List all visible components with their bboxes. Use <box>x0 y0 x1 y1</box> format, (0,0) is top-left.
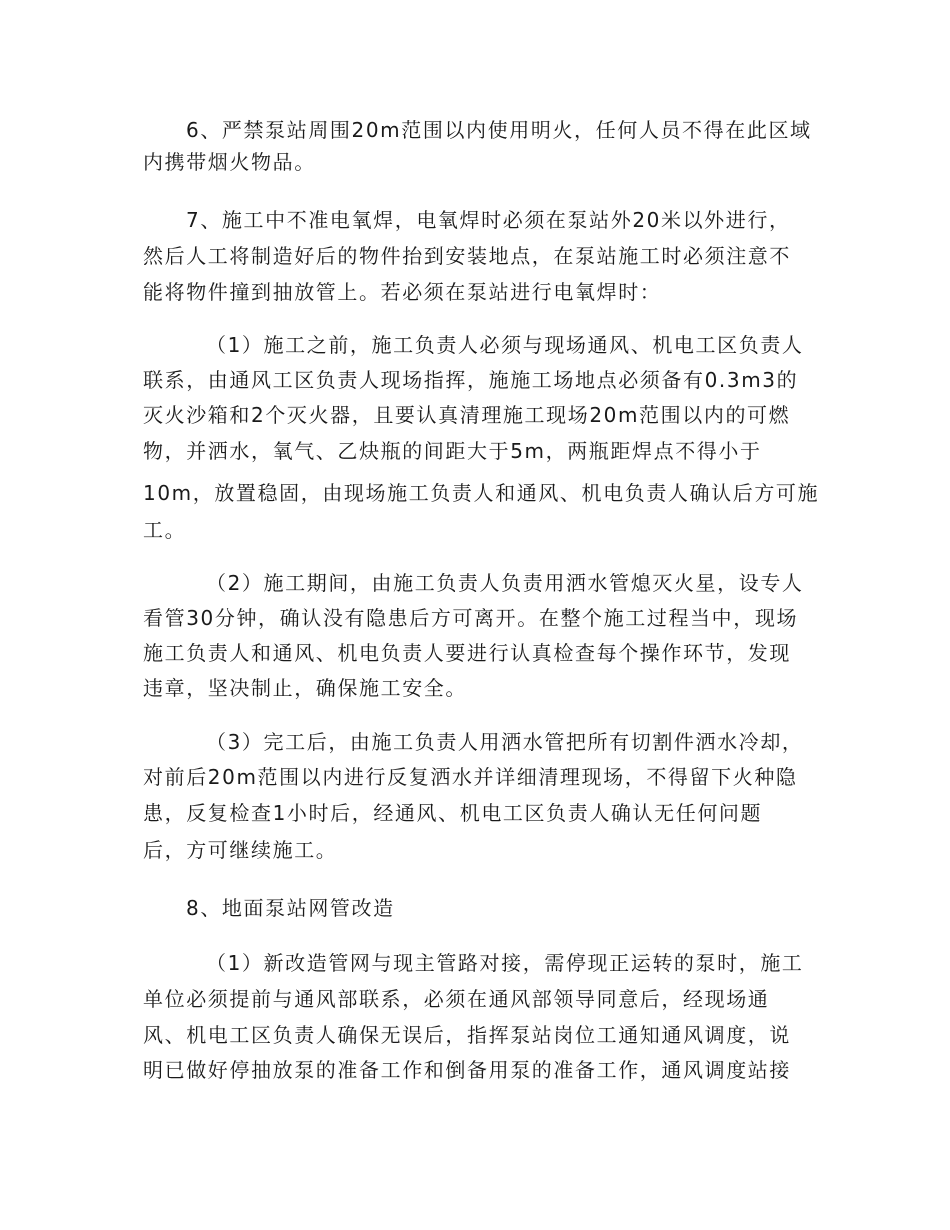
paragraph-7-line-2: 然后人工将制造好后的物件抬到安装地点，在泵站施工时必须注意不 <box>143 244 791 268</box>
pipe-item-1-line-1: （1）新改造管网与现主管路对接，需停现正运转的泵时，施工 <box>206 951 804 975</box>
item-2-line-1: （2）施工期间，由施工负责人负责用洒水管熄灭火星，设专人 <box>206 571 804 595</box>
pipe-item-1-line-3: 风、机电工区负责人确保无误后，指挥泵站岗位工通知通风调度，说 <box>143 1023 791 1047</box>
item-3-line-4: 后，方可继续施工。 <box>143 838 338 862</box>
item-1-line-3: 灭火沙箱和2个灭火器，且要认真清理施工现场20m范围以内的可燃 <box>143 403 791 427</box>
item-1-line-4: 物，并洒水，氧气、乙炔瓶的间距大于5m，两瓶距焊点不得小于 <box>143 439 762 463</box>
item-1-line-6: 工。 <box>143 518 187 542</box>
paragraph-6-line-2: 内携带烟火物品。 <box>143 150 316 174</box>
paragraph-7-line-1: 7、施工中不准电氧焊，电氧焊时必须在泵站外20米以外进行， <box>186 208 791 232</box>
item-2-line-3: 施工负责人和通风、机电负责人要进行认真检查每个操作环节，发现 <box>143 641 791 665</box>
pipe-item-1-line-4: 明已做好停抽放泵的准备工作和倒备用泵的准备工作，通风调度站接 <box>143 1058 791 1082</box>
paragraph-6-line-1: 6、严禁泵站周围20m范围以内使用明火，任何人员不得在此区域 <box>186 118 812 142</box>
pipe-item-1-line-2: 单位必须提前与通风部联系，必须在通风部领导同意后，经现场通 <box>143 987 770 1011</box>
item-1-line-1: （1）施工之前，施工负责人必须与现场通风、机电工区负责人 <box>206 333 804 357</box>
item-2-line-4: 违章，坚决制止，确保施工安全。 <box>143 676 467 700</box>
section-8-heading: 8、地面泵站网管改造 <box>186 896 395 920</box>
item-1-line-2: 联系，由通风工区负责人现场指挥，施施工场地点必须备有0.3m3的 <box>143 368 799 392</box>
item-2-line-2: 看管30分钟，确认没有隐患后方可离开。在整个施工过程当中，现场 <box>143 606 799 630</box>
paragraph-7-line-3: 能将物件撞到抽放管上。若必须在泵站进行电氧焊时： <box>143 280 662 304</box>
item-3-line-2: 对前后20m范围以内进行反复洒水并详细清理现场，不得留下火种隐 <box>143 765 798 789</box>
item-3-line-3: 患，反复检查1小时后，经通风、机电工区负责人确认无任何问题 <box>143 801 763 825</box>
item-3-line-1: （3）完工后，由施工负责人用洒水管把所有切割件洒水冷却， <box>206 730 804 754</box>
item-1-line-5: 10m，放置稳固，由现场施工负责人和通风、机电负责人确认后方可施 <box>143 481 820 505</box>
